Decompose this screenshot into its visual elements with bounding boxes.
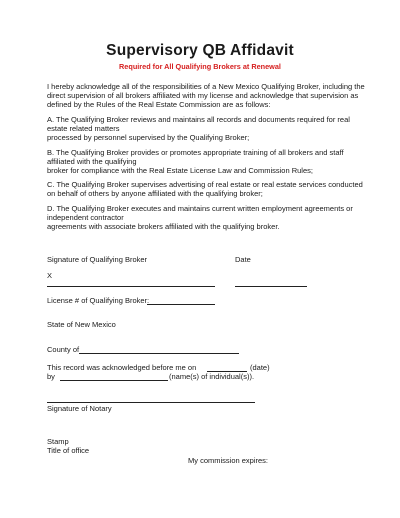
date-line[interactable] <box>235 286 307 287</box>
clause-b <box>47 148 359 176</box>
clause-line: agreements with associate brokers affiliated with the qualifying broker. <box>47 222 280 232</box>
clause-line: processed by personnel supervised by the Qualifying Broker; <box>47 133 250 143</box>
ack-text-2: by <box>47 372 55 381</box>
clause-line: affiliated with the qualifying <box>47 157 137 167</box>
ack-text-1: This record was acknowledged before me on <box>47 363 197 372</box>
intro-paragraph <box>47 82 365 110</box>
page-title: Supervisory QB Affidavit <box>106 42 294 59</box>
clause-line: C. The Qualifying Broker supervises advertising of real estate or real estate services conducted <box>47 180 363 189</box>
ack-name-label: (name(s) of individual(s)). <box>169 372 255 381</box>
clause-line: on behalf of others by anyone affiliated with the qualifying broker; <box>47 189 263 199</box>
license-line[interactable] <box>147 304 215 305</box>
intro-line: direct supervision of all brokers affiliated with my license and acknowledge that supervision as <box>47 91 359 101</box>
state-line: State of New Mexico <box>47 320 116 329</box>
clause-line: broker for compliance with the Real Estate License Law and Commission Rules; <box>47 166 313 176</box>
clause-a <box>47 115 359 143</box>
signature-label: Signature of Qualifying Broker <box>47 255 148 264</box>
license-label: License # of Qualifying Broker: <box>47 296 150 305</box>
x-mark: X <box>47 271 53 280</box>
ack-date-label: (date) <box>250 363 270 372</box>
clause-line: B. The Qualifying Broker provides or promotes appropriate training of all brokers and staff <box>47 148 344 157</box>
clause-d <box>47 204 359 232</box>
notary-label: Signature of Notary <box>47 404 112 413</box>
stamp-label: Stamp <box>47 437 69 446</box>
clause-line: D. The Qualifying Broker executes and maintains current written employment agreements or <box>47 204 353 213</box>
notary-signature-line[interactable] <box>47 402 255 403</box>
clause-line: independent contractor <box>47 213 124 223</box>
page-subtitle: Required for All Qualifying Brokers at Renewal <box>119 62 281 71</box>
ack-name-line[interactable] <box>60 380 168 381</box>
intro-line: I hereby acknowledge all of the responsibilities of a New Mexico Qualifying Broker, including the <box>47 82 365 91</box>
clause-line: estate related matters <box>47 124 120 134</box>
signature-line[interactable] <box>47 286 215 287</box>
title-of-office-label: Title of office <box>47 446 90 455</box>
clause-line: A. The Qualifying Broker reviews and maintains all records and documents required for real <box>47 115 350 124</box>
intro-line: defined by the Rules of the Real Estate Commission are as follows: <box>47 100 271 110</box>
county-label: County of <box>47 345 80 354</box>
clause-c <box>47 180 363 199</box>
date-label: Date <box>235 255 251 264</box>
commission-label: My commission expires: <box>188 456 269 465</box>
county-line[interactable] <box>79 353 239 354</box>
